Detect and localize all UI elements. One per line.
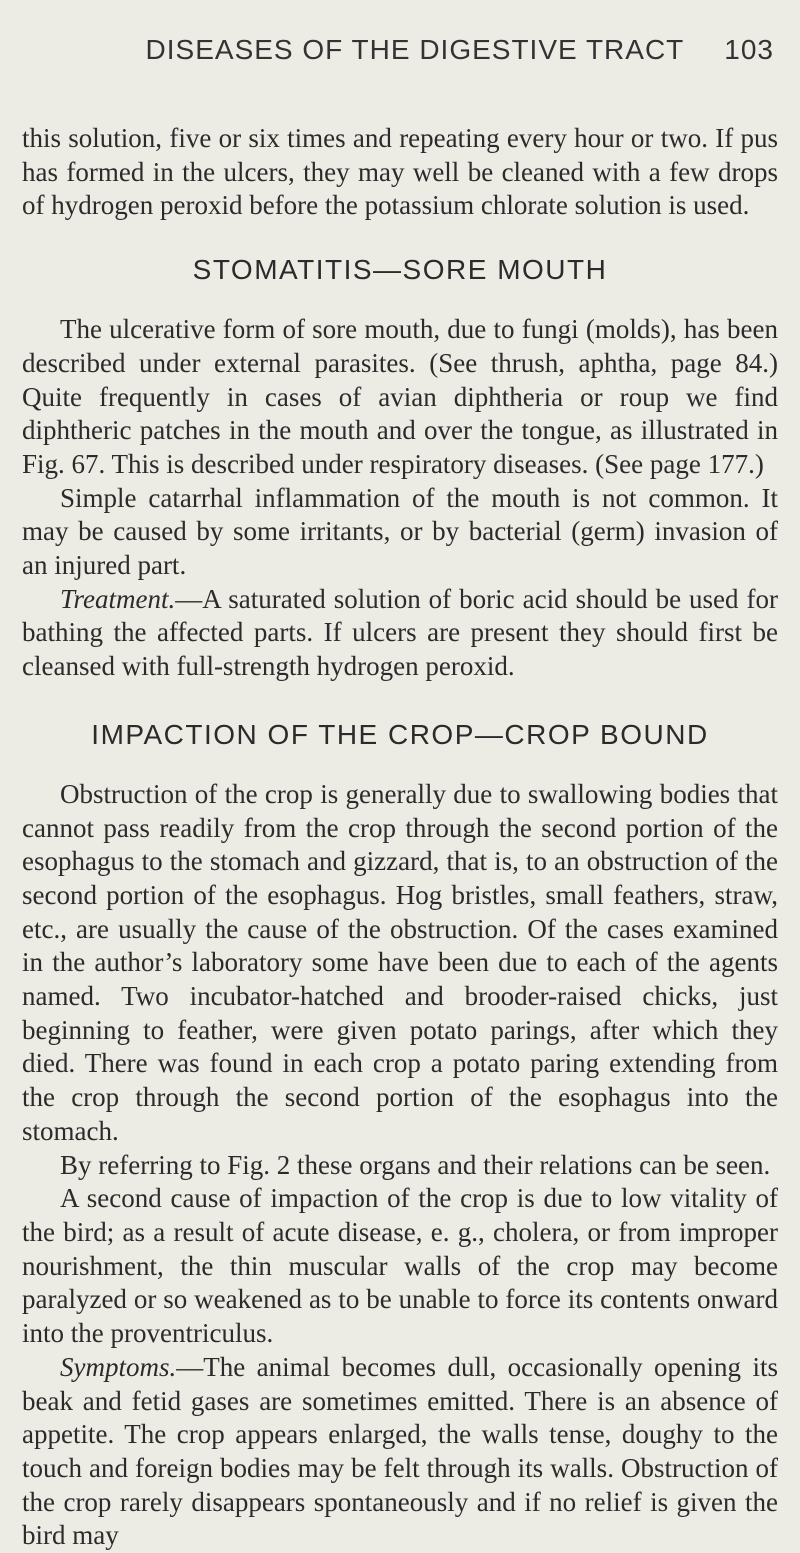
- stomatitis-paragraph-1: The ulcerative form of sore mouth, due to fungi (molds), has been described under external parasites. (See thrush, aphtha, page 84.) Quite frequently in cases of avian diphtheria or roup we find diphtheric patches in the mouth and over the tongue, as illustrated in Fig. 67. This is described under respiratory diseases. (See page 177.): [22, 314, 778, 479]
- stomatitis-paragraph-2: Simple catarrhal inflammation of the mouth is not common. It may be caused by some irritants, or by bacterial (germ) invasion of an injured part.: [22, 482, 778, 581]
- impaction-paragraph-1: Obstruction of the crop is generally due to swallowing bodies that cannot pass readily from the crop through the second portion of the esophagus to the stomach and gizzard, that is, to an obstruction of the second portion of the esophagus. Hog bristles, small feathers, straw, etc., are usually the cause of the obstruction. Of the cases examined in the author’s laboratory some have been due to each of the agents named. Two incubator-hatched and brooder-raised chicks, just beginning to feather, were given potato parings, after which they died. There was found in each crop a potato paring extending from the crop through the second portion of the esophagus into the stomach.: [22, 778, 778, 1146]
- section-heading-impaction: IMPACTION OF THE CROP—CROP BOUND: [91, 718, 709, 750]
- running-head: [22, 34, 778, 80]
- treatment-label: Treatment.: [60, 583, 176, 614]
- treatment-text: —A saturated solution of boric acid should be used for bathing the affected parts. If ulcers are present they should first be cleansed with full-strength hydrogen peroxid.: [22, 583, 778, 682]
- symptoms-label: Symptoms.: [60, 1351, 177, 1382]
- page-number: 103: [724, 34, 774, 65]
- impaction-paragraph-2: By referring to Fig. 2 these organs and their relations can be seen.: [60, 1149, 771, 1180]
- symptoms-text: —The animal becomes dull, occasionally opening its beak and fetid gases are sometimes emitted. There is an absence of appetite. The crop appears enlarged, the walls tense, doughy to the touch and foreign bodies may be felt through its walls. Obstruction of the crop rarely disappears spontaneously and if no relief is given the bird may: [22, 1351, 778, 1551]
- stomatitis-treatment-paragraph: [22, 583, 778, 684]
- intro-paragraph: this solution, five or six times and repeating every hour or two. If pus has formed in the ulcers, they may well be cleaned with a few drops of hydrogen peroxid before the potassium chlorate solution is used.: [22, 123, 778, 221]
- section-heading-stomatitis: STOMATITIS—SORE MOUTH: [192, 254, 608, 286]
- running-head-title: DISEASES OF THE DIGESTIVE TRACT: [145, 34, 685, 65]
- impaction-symptoms-paragraph: [22, 1351, 778, 1553]
- impaction-paragraph-3: A second cause of impaction of the crop is due to low vitality of the bird; as a result of acute disease, e. g., cholera, or from improper nourishment, the thin muscular walls of the crop may become paralyzed or so weakened as to be unable to force its contents onward into the proventriculus.: [22, 1183, 778, 1349]
